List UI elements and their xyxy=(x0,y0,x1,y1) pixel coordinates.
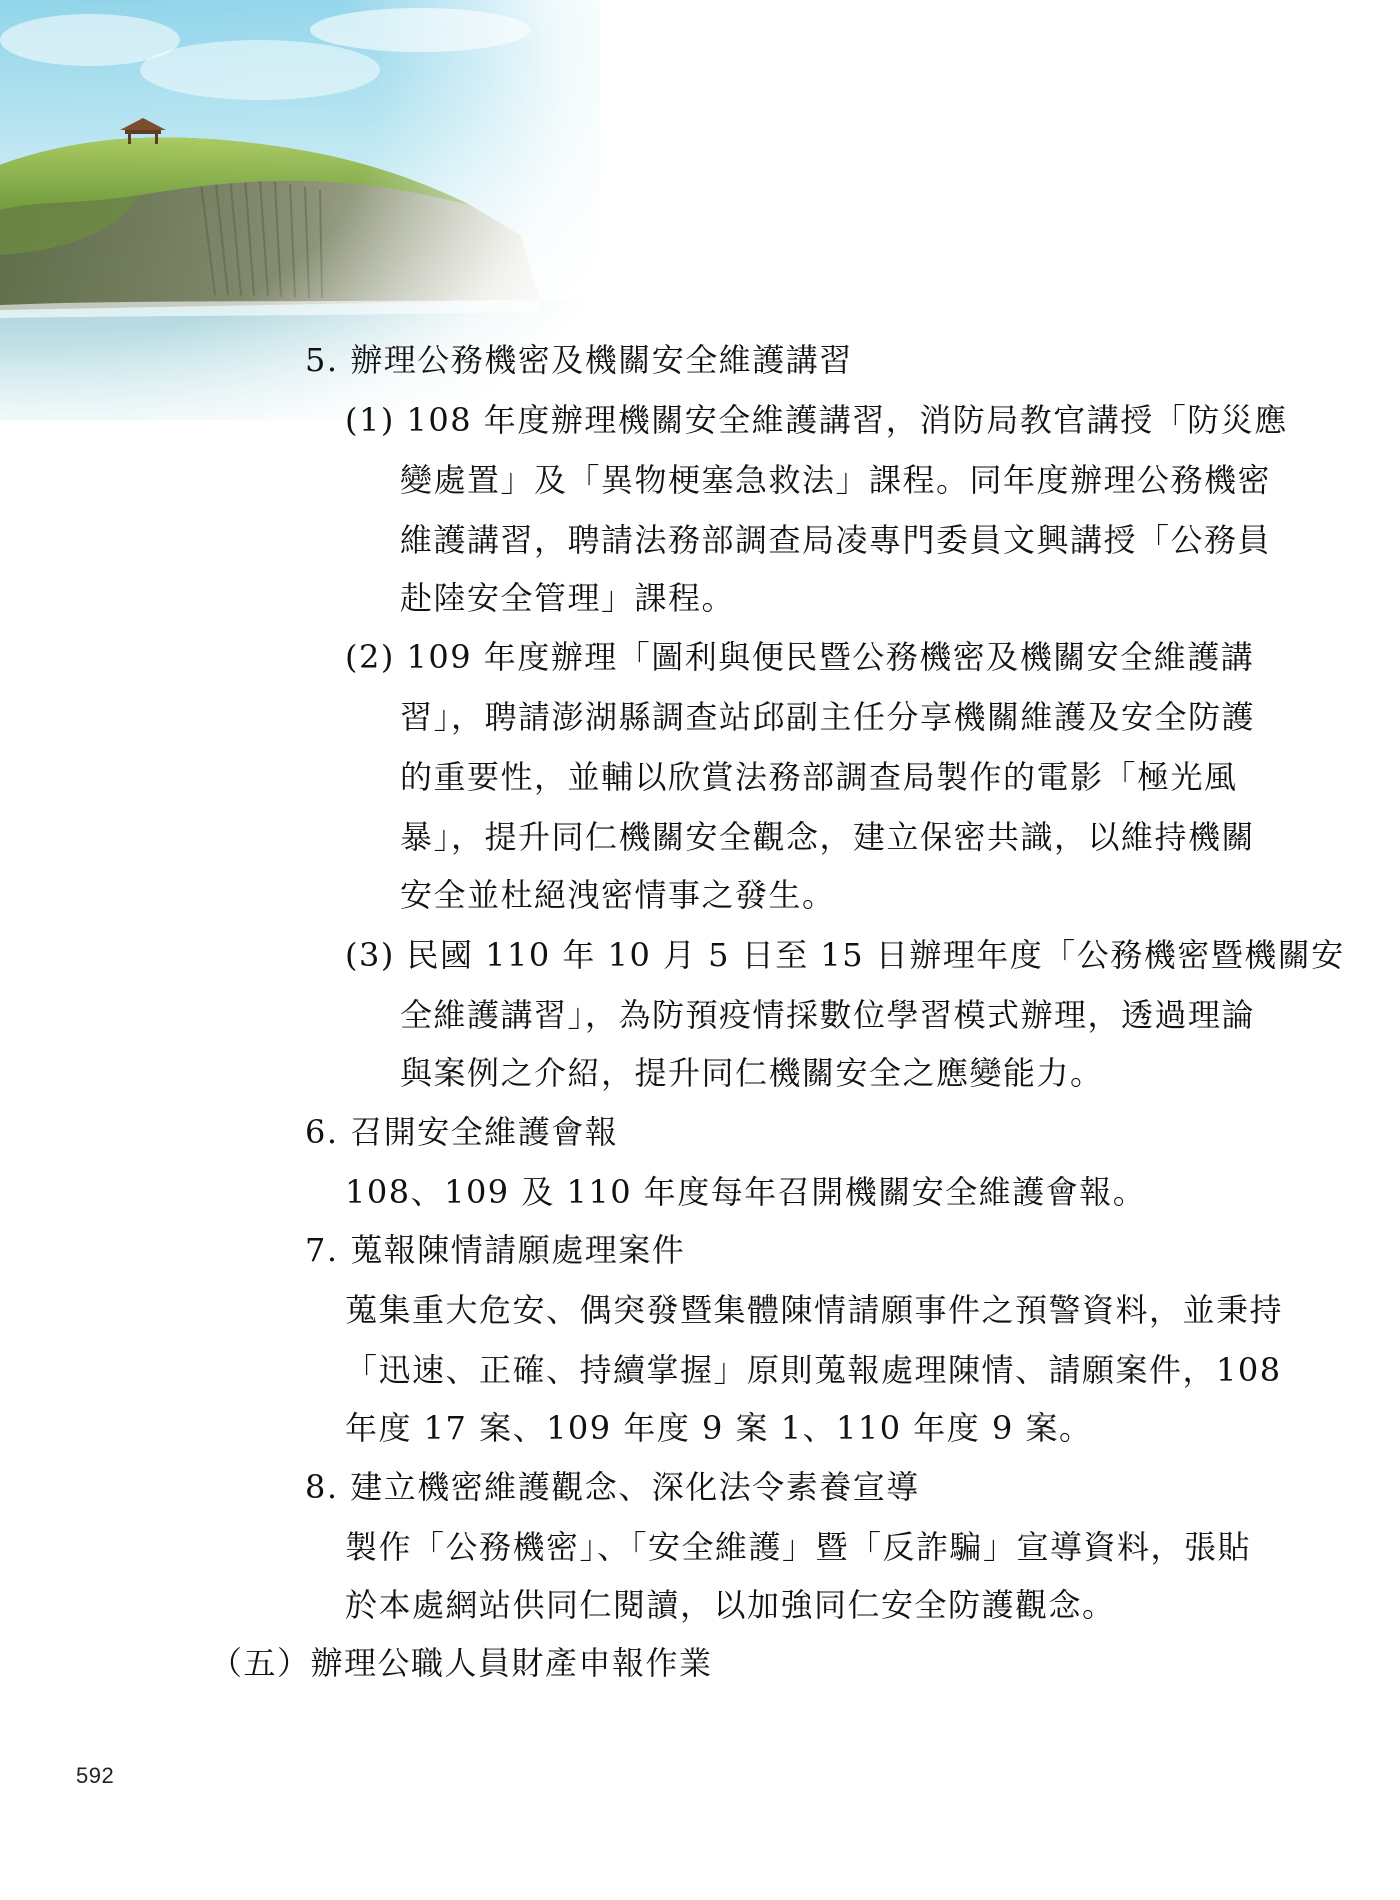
item-2-line-4: 暴」，提升同仁機關安全觀念，建立保密共識，以維持機關 xyxy=(400,818,1256,856)
section-8-line-2: 於本處網站供同仁閱讀，以加強同仁安全防護觀念。 xyxy=(345,1586,1116,1624)
item-1-line-3: 維護講習，聘請法務部調查局凌專門委員文興講授「公務員 xyxy=(400,521,1272,559)
page-number: 592 xyxy=(76,1763,115,1788)
section-8-line-1: 製作「公務機密」、「安全維護」暨「反詐騙」宣導資料，張貼 xyxy=(345,1528,1252,1566)
item-1-line-4: 赴陸安全管理」課程。 xyxy=(400,579,736,617)
item-2-line-2: 習」，聘請澎湖縣調查站邱副主任分享機關維護及安全防護 xyxy=(400,698,1256,736)
section-7-line-2: 「迅速、正確、持續掌握」原則蒐報處理陳情、請願案件，108 xyxy=(345,1351,1282,1389)
item-3-line-2: 全維護講習」，為防預疫情採數位學習模式辦理，透過理論 xyxy=(400,996,1256,1034)
subsection-5-heading: （五）辦理公職人員財產申報作業 xyxy=(210,1644,713,1682)
section-6-heading: 6. 召開安全維護會報 xyxy=(305,1113,619,1151)
section-7-line-1: 蒐集重大危安、偶突發暨集體陳情請願事件之預警資料，並秉持 xyxy=(345,1291,1284,1329)
item-3-line-3: 與案例之介紹，提升同仁機關安全之應變能力。 xyxy=(400,1054,1104,1092)
item-1-line-2: 變處置」及「異物梗塞急救法」課程。同年度辦理公務機密 xyxy=(400,461,1272,499)
section-7-heading: 7. 蒐報陳情請願處理案件 xyxy=(305,1231,686,1269)
section-5-heading: 5. 辦理公務機密及機關安全維護講習 xyxy=(305,341,853,379)
section-8-heading: 8. 建立機密維護觀念、深化法令素養宣導 xyxy=(305,1468,920,1506)
item-2-line-3: 的重要性，並輔以欣賞法務部調查局製作的電影「極光風 xyxy=(400,758,1238,796)
item-2-line-5: 安全並杜絕洩密情事之發生。 xyxy=(400,876,836,914)
section-7-line-3: 年度 17 案、109 年度 9 案 1、110 年度 9 案。 xyxy=(345,1409,1093,1447)
item-3-line-1: (3) 民國 110 年 10 月 5 日至 15 日辦理年度「公務機密暨機關安 xyxy=(345,936,1345,974)
item-1-line-1: (1) 108 年度辦理機關安全維護講習，消防局教官講授「防災應 xyxy=(345,401,1288,439)
item-2-line-1: (2) 109 年度辦理「圖利與便民暨公務機密及機關安全維護講 xyxy=(345,638,1255,676)
section-6-body: 108、109 及 110 年度每年召開機關安全維護會報。 xyxy=(345,1173,1147,1211)
